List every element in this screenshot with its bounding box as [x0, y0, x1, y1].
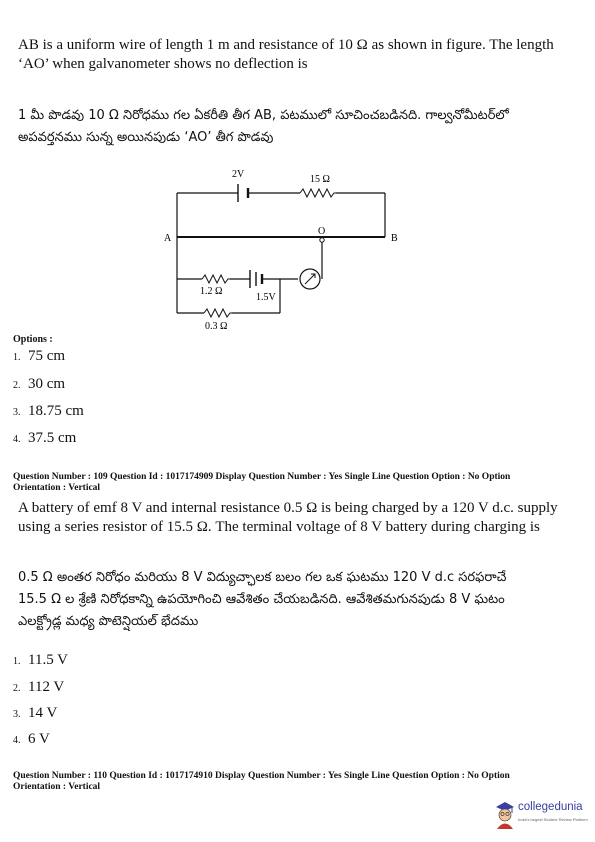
question-meta-110 [13, 771, 583, 793]
question-text-line: ఎలక్ట్రోడ్ల మధ్య పొటెన్షియల్ భేదము [18, 614, 199, 629]
jockey-o-icon [320, 238, 324, 242]
circuit-diagram [150, 160, 410, 335]
option-text: 18.75 cm [28, 403, 84, 419]
collegedunia-logo [494, 798, 594, 834]
option-item[interactable] [13, 376, 65, 393]
point-b-label: B [391, 233, 398, 244]
option-number: 3. [13, 709, 21, 720]
option-item[interactable] [13, 348, 65, 365]
option-text: 14 V [28, 705, 58, 721]
option-text: 37.5 cm [28, 430, 77, 446]
resistor-0-3-ohm-icon [204, 309, 232, 317]
option-text: 112 V [28, 679, 65, 695]
option-text: 30 cm [28, 376, 66, 392]
question-text-line: 0.5 Ω అంతర నిరోధం మరియు 8 V విద్యుచ్ఛాలక బలం గల ఒక ఘటము 120 V d.c సరఫరాచే [18, 570, 507, 585]
emf-2v-label: 2V [232, 169, 245, 180]
option-text: 6 V [28, 731, 50, 747]
battery-1-5v-icon [250, 270, 262, 288]
question-text-line: 1 మీ పొడవు 10 Ω నిరోధము గల ఏకరీతి తీగ AB, పటములో సూచించబడినది. గాల్వనోమీటర్‌లో [18, 108, 509, 123]
option-number: 4. [13, 735, 21, 746]
student-mascot-icon [494, 800, 516, 830]
question-109-text-te [18, 567, 583, 633]
option-number: 3. [13, 407, 21, 418]
meta-line: Orientation : Vertical [13, 483, 101, 493]
option-text: 75 cm [28, 348, 66, 364]
galvanometer-icon [300, 269, 320, 289]
point-a-label: A [164, 233, 172, 244]
option-number: 1. [13, 352, 21, 363]
option-number: 1. [13, 656, 21, 667]
logo-wordmark: collegedunia [518, 801, 583, 813]
question-108-text-en [18, 36, 578, 74]
meta-line: Orientation : Vertical [13, 782, 101, 792]
question-text-line: అపవర్తనము సున్న అయినపుడు ‘AO’ తీగ పొడవు [18, 130, 274, 145]
question-meta-109 [13, 472, 583, 494]
option-item[interactable] [13, 403, 84, 420]
option-item[interactable] [13, 731, 50, 748]
option-number: 4. [13, 434, 21, 445]
option-number: 2. [13, 683, 21, 694]
point-o-label: O [318, 226, 326, 237]
question-text-line: A battery of emf 8 V and internal resistance 0.5 Ω is being charged by a 120 V d.c. supply [18, 500, 558, 516]
resistor-15-ohm-icon [300, 189, 336, 197]
resistor-1-2-ohm-label: 1.2 Ω [200, 286, 223, 297]
emf-1-5v-label: 1.5V [256, 292, 276, 303]
options-heading: Options : [13, 334, 53, 345]
option-item[interactable] [13, 679, 64, 696]
meta-line: Question Number : 109 Question Id : 1017174909 Display Question Number : Yes Single Line Question Option : No Option [13, 472, 511, 482]
question-109-text-en [18, 499, 578, 537]
question-108-text-te [18, 105, 583, 149]
question-text-line: 15.5 Ω ల శ్రేణి నిరోధకాన్ని ఉపయోగించి ఆవేశితం చేయబడినది. ఆవేశితమగునపుడు 8 V ఘటం [18, 592, 505, 607]
option-text: 11.5 V [28, 652, 69, 668]
option-number: 2. [13, 380, 21, 391]
question-text-line: ‘AO’ when galvanometer shows no deflection is [18, 56, 308, 72]
logo-tagline: India's largest Student Review Platform [518, 817, 588, 822]
meta-line: Question Number : 110 Question Id : 1017174910 Display Question Number : Yes Single Line Question Option : No Option [13, 771, 510, 781]
option-item[interactable] [13, 430, 76, 447]
resistor-0-3-ohm-label: 0.3 Ω [205, 321, 228, 332]
question-text-line: AB is a uniform wire of length 1 m and resistance of 10 Ω as shown in figure. The length [18, 37, 554, 53]
option-item[interactable] [13, 652, 68, 669]
resistor-15-ohm-label: 15 Ω [310, 174, 330, 185]
battery-2v-icon [238, 184, 248, 202]
option-item[interactable] [13, 705, 57, 722]
resistor-1-2-ohm-icon [202, 275, 230, 283]
question-text-line: using a series resistor of 15.5 Ω. The terminal voltage of 8 V battery during charging is [18, 519, 540, 535]
